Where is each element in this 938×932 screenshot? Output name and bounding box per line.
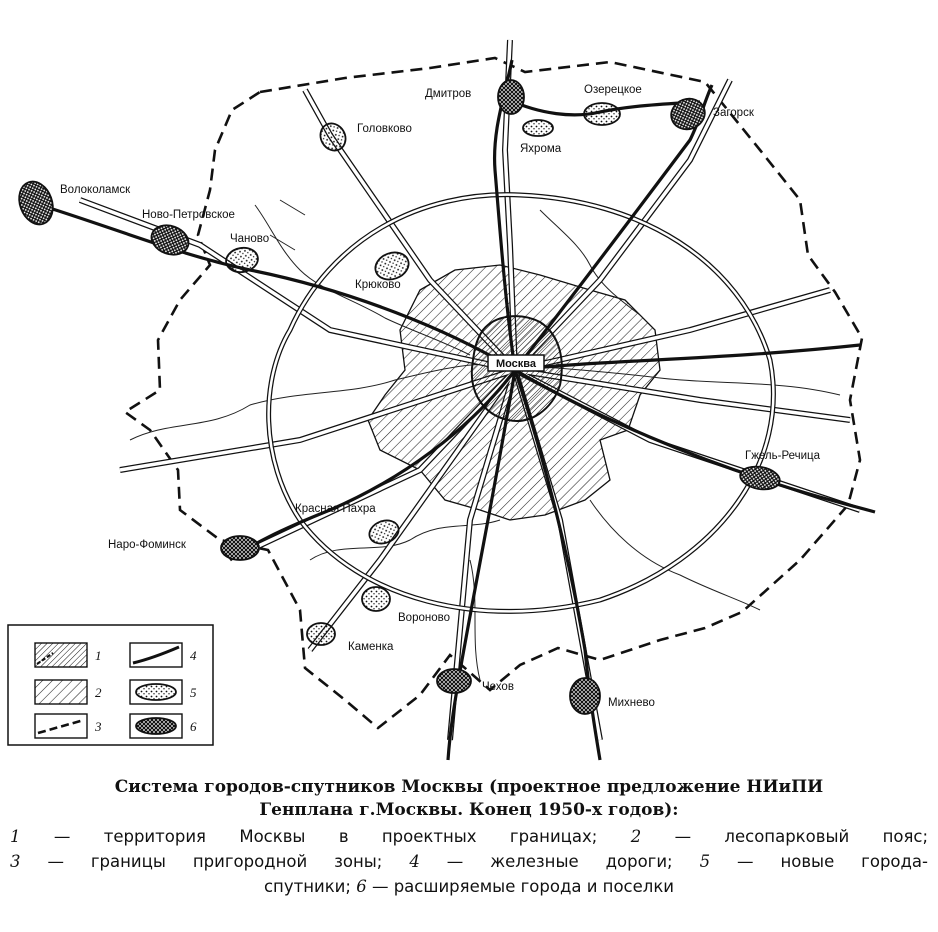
- caption-item-2: — лесопарковый пояс;: [641, 827, 929, 846]
- legend-ref-5: 5: [699, 852, 711, 871]
- moscow-label: Москва: [495, 358, 537, 370]
- town-8-label: Чаново: [230, 233, 270, 245]
- town-11-label: Красная Пахра: [295, 503, 376, 515]
- caption-body-line-1: [10, 824, 928, 849]
- caption-title-line-2: Генплана г.Москвы. Конец 1950-х годов):: [259, 800, 679, 820]
- town-6-label: Волоколамск: [60, 184, 131, 196]
- legend: [8, 625, 213, 745]
- legend-number-1: 1: [95, 648, 102, 663]
- legend-number-2: 2: [95, 685, 102, 700]
- legend-ref-3: 3: [10, 852, 21, 871]
- town-3-label: Загорск: [713, 107, 754, 119]
- town-7-label: Ново-Петровское: [142, 209, 235, 221]
- town-2-label: Озерецкое: [584, 84, 642, 96]
- caption-body-line-2: [10, 849, 928, 874]
- legend-ref-2: 2: [630, 827, 642, 846]
- town-6-marker: [13, 177, 58, 229]
- town-4-marker: [523, 120, 553, 136]
- town-13-marker: [362, 587, 390, 611]
- legend-ref-1: 1: [10, 827, 21, 846]
- town-2-marker: [584, 103, 620, 125]
- legend-swatch-4: [130, 643, 182, 667]
- town-9-label: Крюково: [355, 279, 401, 291]
- caption-item-5-cont: спутники;: [263, 877, 357, 896]
- caption-item-3: — границы пригородной зоны;: [20, 852, 410, 871]
- town-1-label: Дмитров: [425, 88, 472, 100]
- town-10-label: Гжель-Речица: [745, 450, 821, 462]
- town-5-label: Головково: [357, 123, 412, 135]
- legend-swatch-3: [35, 714, 87, 738]
- town-13-label: Вороново: [398, 612, 450, 624]
- legend-number-6: 6: [190, 719, 197, 734]
- caption-item-4: — железные дороги;: [419, 852, 700, 871]
- legend-swatch-2: [35, 680, 87, 704]
- legend-number-5: 5: [190, 685, 197, 700]
- town-16-marker: [570, 678, 600, 714]
- caption-item-6: — расширяемые города и поселки: [366, 877, 675, 896]
- legend-ref-4: 4: [409, 852, 420, 871]
- legend-number-3: 3: [95, 719, 102, 734]
- map-caption: [0, 770, 938, 932]
- town-12-label: Наро-Фоминск: [108, 539, 186, 551]
- town-14-marker: [307, 623, 335, 645]
- town-15-marker: [437, 669, 471, 693]
- legend-swatch-6: [130, 714, 182, 738]
- moscow-territory: [472, 316, 562, 421]
- legend-ref-6: 6: [356, 877, 367, 896]
- town-1-marker: [498, 80, 524, 114]
- legend-swatch-1: [35, 643, 87, 667]
- caption-item-1: — территория Москвы в проектных границах;: [20, 827, 631, 846]
- caption-title-line-1: Система городов-спутников Москвы (проектное предложение НИиПИ: [114, 777, 824, 797]
- legend-number-4: 4: [190, 648, 197, 663]
- town-4-label: Яхрома: [520, 143, 562, 155]
- caption-item-5: — новые города-: [710, 852, 928, 871]
- town-15-label: Чехов: [482, 681, 514, 693]
- town-12-marker: [221, 536, 259, 560]
- caption-title: [0, 770, 938, 822]
- caption-body-line-3: [10, 874, 928, 899]
- town-14-label: Каменка: [348, 641, 394, 653]
- town-16-label: Михнево: [608, 697, 655, 709]
- legend-swatch-5: [130, 680, 182, 704]
- caption-body: [10, 824, 928, 899]
- town-11-marker: [366, 517, 402, 548]
